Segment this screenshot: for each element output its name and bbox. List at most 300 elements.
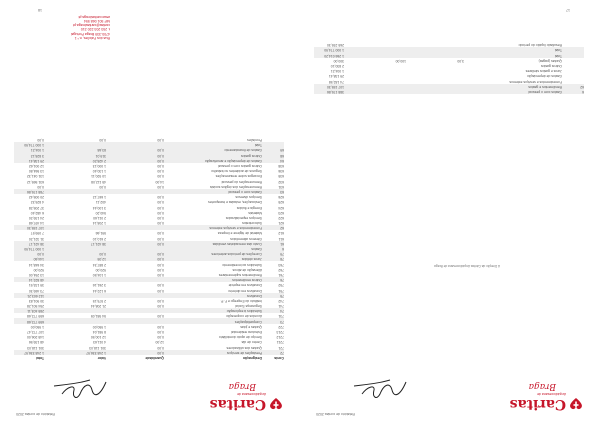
cell-total: 301 118,03 xyxy=(27,345,44,350)
cell-value: 83,68 xyxy=(97,148,106,153)
cell-label: Juros e gastos similares xyxy=(525,69,562,74)
address-line: 4700-339 Braga Portugal xyxy=(70,31,110,36)
cell-code: 75 xyxy=(280,293,284,298)
cell-total: 1 000 774,90 xyxy=(24,247,44,252)
cell-label: Rendimentos suplementares xyxy=(218,273,262,277)
cell-label: Centro de dia xyxy=(241,340,262,345)
table-row xyxy=(14,158,284,163)
address-line: caritas@caritasbraga.pt xyxy=(72,23,110,28)
cell-qty: 3,00 xyxy=(457,58,464,63)
cell-total: 1 266 014,20 xyxy=(324,53,344,58)
cell-total: 388 176,86 xyxy=(327,90,344,94)
cell-label: Instituto do Emprego e F. P. xyxy=(220,298,262,303)
table-row xyxy=(314,47,584,52)
cell-qty: 0,00 xyxy=(157,345,164,350)
table-row xyxy=(14,220,284,225)
table-row xyxy=(14,324,284,329)
cell-label: Quotas (pagas) xyxy=(538,58,562,63)
cell-total: 31 321,20 xyxy=(28,236,44,241)
table-row xyxy=(14,251,284,256)
col-code: Conta xyxy=(274,356,284,360)
cell-total: 48 822,14 xyxy=(28,278,44,283)
cell-label: Donativos em dinheiro xyxy=(228,288,262,293)
table-header-row xyxy=(14,355,284,360)
brand-city: Braga xyxy=(228,381,256,391)
cell-code: 69 xyxy=(280,148,284,153)
cell-label: Subcontratos xyxy=(242,221,262,226)
cell-total: 29 138,41 xyxy=(28,158,44,163)
cell-qty: 12,00 xyxy=(155,340,164,345)
table-row xyxy=(314,84,584,89)
cell-value: 540,20 xyxy=(95,210,106,215)
table-row xyxy=(14,225,284,230)
cell-total: 659 772,68 xyxy=(27,319,44,324)
cell-label: Gastos com o pessoal xyxy=(528,90,562,94)
signature xyxy=(50,376,110,404)
cell-label: Gastos de depreciação e amortização xyxy=(204,158,262,163)
page-number-right: 18 xyxy=(38,8,42,12)
cell-total: 1 000 774,90 xyxy=(324,48,344,53)
cell-qty: 0,00 xyxy=(157,324,164,329)
cell-total: 6 482,40 xyxy=(30,210,44,215)
cell-code: 761 xyxy=(278,273,284,277)
cell-value: 38 421,17 xyxy=(90,241,106,246)
cell-total: 300,00 xyxy=(333,58,344,63)
cell-total: 13 564,80 xyxy=(28,169,44,174)
cell-value: 3 100,44 xyxy=(92,205,106,210)
col-label: Designação xyxy=(242,356,262,360)
cell-qty: 0,00 xyxy=(157,200,164,205)
cell-value: 1 130,40 xyxy=(92,169,106,174)
cell-total: 34 648,14 xyxy=(28,262,44,267)
brand-name: Caritas xyxy=(509,396,566,412)
cell-total: 30 901,83 xyxy=(28,298,44,303)
cell-total: 20 005,42 xyxy=(28,195,44,200)
cell-qty: 0,00 xyxy=(157,164,164,169)
table-row xyxy=(14,194,284,199)
table-row xyxy=(314,53,584,58)
table-row xyxy=(14,261,284,266)
cell-qty: 0,00 xyxy=(157,153,164,158)
cell-total: 74 182,58 xyxy=(328,79,344,84)
table-row xyxy=(14,329,284,334)
cell-label: Quotas dos utilizadores xyxy=(226,345,262,350)
heart-cross-icon xyxy=(268,396,284,412)
cell-value: 100,00 xyxy=(395,58,406,63)
cell-value: 402,11 xyxy=(95,200,106,205)
cell-total: 38 421,17 xyxy=(28,241,44,246)
cell-label: Remunerações dos órgãos sociais xyxy=(209,184,262,189)
cell-label: Total xyxy=(554,53,562,58)
cell-qty: 0,00 xyxy=(157,148,164,153)
heart-cross-icon xyxy=(568,396,584,412)
cell-total: 131 041,32 xyxy=(27,174,44,179)
cell-label: Donativos em espécie xyxy=(228,283,262,288)
cell-total: 144,60 xyxy=(33,257,44,262)
cell-code: 635 xyxy=(278,174,284,179)
cell-value: 12 100,50 xyxy=(90,335,106,340)
cell-qty: 0,00 xyxy=(157,288,164,293)
cell-code: 624 xyxy=(278,205,284,210)
cell-label: Alienação de ativos xyxy=(232,267,262,272)
cell-code: 6 xyxy=(582,90,584,94)
cell-code: 741 xyxy=(278,304,284,309)
cell-label: Donativos xyxy=(246,293,262,298)
table-row xyxy=(14,344,284,349)
cell-value: 0,00 xyxy=(99,184,106,189)
cell-label: Materiais xyxy=(248,210,262,215)
cell-code: 763 xyxy=(278,262,284,267)
cell-qty: 0,00 xyxy=(157,241,164,246)
cell-total: 254 501,28 xyxy=(27,304,44,309)
cell-label: Custo das mercadorias vendidas xyxy=(212,241,262,246)
table-row xyxy=(314,42,584,47)
cell-value: 591,66 xyxy=(95,231,106,236)
cell-value: 2 011,60 xyxy=(93,215,106,220)
cell-label: Outros rendimentos xyxy=(232,278,262,283)
cell-total: 920,00 xyxy=(33,267,44,272)
cell-code: 68 xyxy=(280,153,284,158)
cell-total: 7 099,97 xyxy=(30,231,44,236)
col-value: Valor xyxy=(97,356,106,360)
cell-label: Rendimentos e gastos xyxy=(528,84,562,89)
table-row xyxy=(14,293,284,298)
cell-label: Serviço de apoio domiciliário xyxy=(218,335,262,340)
cell-total: 48 139,56 xyxy=(28,340,44,345)
table-row xyxy=(14,241,284,246)
table-row xyxy=(14,178,284,183)
cell-total: 29 138,41 xyxy=(328,74,344,79)
cell-code: 6 xyxy=(282,247,284,252)
cell-label: Fornecimentos e serviços externos xyxy=(209,226,262,231)
cell-qty: 0,00 xyxy=(157,267,164,272)
table-row xyxy=(314,78,584,83)
cell-code: 62 xyxy=(580,84,584,89)
cell-total: 1 248 336,97 xyxy=(24,350,44,355)
cell-value: 21 208,44 xyxy=(90,304,106,309)
cell-qty: 0,00 xyxy=(157,195,164,200)
cell-qty: 0,00 xyxy=(157,184,164,189)
cell-label: Fornecimentos e serviços externos xyxy=(509,79,562,84)
cell-total: 265 239,30 xyxy=(327,43,344,48)
cell-total: 4 825,32 xyxy=(30,200,44,205)
cell-label: Subsídios ao investimento xyxy=(222,262,262,267)
cell-label: Prestações de serviços xyxy=(226,350,262,355)
cell-code: 625 xyxy=(278,200,284,205)
cell-code: 74 xyxy=(280,309,284,314)
table-row xyxy=(14,303,284,308)
cell-label: Géneros alimentícios xyxy=(230,236,262,241)
cell-value: 301 118,03 xyxy=(89,345,106,350)
cell-code: 78 xyxy=(280,257,284,262)
table-row xyxy=(14,137,284,142)
cell-value: 2 887,34 xyxy=(92,262,106,267)
cell-code: 7211 xyxy=(276,340,284,345)
cell-qty: 0,00 xyxy=(157,236,164,241)
cell-value: 2 610,10 xyxy=(92,236,106,241)
cell-qty: 0,00 xyxy=(157,283,164,288)
cell-label: Estrutura residencial xyxy=(231,330,262,335)
table-row xyxy=(14,267,284,272)
cell-value: 1 248 336,97 xyxy=(86,350,106,355)
brand-subtitle: Arquidiocesana de xyxy=(537,392,566,396)
cell-label: Segurança Social xyxy=(235,304,262,309)
cell-label: Gastos de financiamento xyxy=(224,148,262,153)
address-line: NIF 501 068 994 xyxy=(83,18,110,23)
cell-value: 1 667,12 xyxy=(92,195,106,200)
cell-total: 659 772,68 xyxy=(27,314,44,319)
cell-label: Energia e fluidos xyxy=(236,205,262,210)
cell-total: 1 000 774,90 xyxy=(24,143,44,148)
col-qty: Quantidade xyxy=(145,356,164,360)
table-row xyxy=(14,189,284,194)
table-row xyxy=(14,339,284,344)
cell-code: 636 xyxy=(278,169,284,174)
cell-code: 7213 xyxy=(276,330,284,335)
cell-qty: 0,00 xyxy=(157,174,164,179)
left-summary-table xyxy=(314,42,584,94)
cell-label: Quotas e joias xyxy=(240,324,262,329)
cell-total: 37 205,28 xyxy=(28,205,44,210)
cell-label: Seguros de acidentes no trabalho xyxy=(211,169,262,174)
cell-label: Outros gastos xyxy=(540,64,562,69)
cell-code: 76 xyxy=(280,278,284,283)
cell-code: 622 xyxy=(278,215,284,220)
cell-qty: 0,00 xyxy=(157,330,164,335)
cell-code: 73 xyxy=(280,319,284,324)
cell-code: 62 xyxy=(280,226,284,231)
table-row xyxy=(14,163,284,168)
cell-qty: 0,00 xyxy=(157,169,164,174)
cell-label: Material de higiene e limpeza xyxy=(217,231,262,236)
cell-code: 621 xyxy=(278,221,284,226)
cell-qty: 0,00 xyxy=(157,158,164,163)
cell-label: Juros obtidos xyxy=(241,257,262,262)
cell-value: 8 981,04 xyxy=(92,330,106,335)
right-table-body xyxy=(14,137,284,355)
cell-code: 611 xyxy=(278,236,284,241)
table-row xyxy=(314,58,584,63)
cell-label: Provisões xyxy=(247,138,262,143)
cell-value: 4 011,63 xyxy=(93,340,106,345)
cell-code: 752 xyxy=(278,283,284,288)
cell-qty: 0,00 xyxy=(157,210,164,215)
cell-code: 631 xyxy=(278,184,284,189)
cell-qty: 0,00 xyxy=(157,304,164,309)
cell-value: 1 208,14 xyxy=(92,221,106,226)
cell-value: 54 981,05 xyxy=(90,314,106,319)
table-row xyxy=(14,313,284,318)
table-row xyxy=(14,142,284,147)
cell-label: Gastos com o pessoal xyxy=(228,190,262,194)
cell-qty: 0,00 xyxy=(157,252,164,257)
cell-total: 285 403,11 xyxy=(27,309,44,314)
cell-qty: 0,00 xyxy=(157,257,164,262)
table-row xyxy=(14,215,284,220)
cell-value: 1 000,13 xyxy=(92,164,106,169)
table-row xyxy=(14,256,284,261)
cell-total: 145 206,00 xyxy=(27,335,44,340)
cell-code: 632 xyxy=(278,179,284,184)
cell-code: 638 xyxy=(278,164,284,169)
table-row xyxy=(14,147,284,152)
table-row xyxy=(14,204,284,209)
cell-label: Total xyxy=(554,48,562,53)
cell-label: Gastos de depreciação xyxy=(527,74,562,79)
cell-total: 112 603,21 xyxy=(27,293,44,298)
table-row xyxy=(14,173,284,178)
cell-code: 64 xyxy=(280,158,284,163)
table-row xyxy=(314,89,584,94)
cell-label: Remunerações do pessoal xyxy=(221,179,262,184)
cell-total: 13 254,00 xyxy=(28,273,44,277)
cell-code: 612 xyxy=(278,231,284,236)
cell-value: 3 261,16 xyxy=(92,283,106,288)
cell-value: 920,00 xyxy=(95,267,106,272)
cell-label: Serviços diversos xyxy=(235,195,262,200)
cell-label: Subsídios à exploração xyxy=(226,309,262,314)
cell-label: Correções de períodos anteriores xyxy=(211,252,262,257)
cell-total: 788 176,86 xyxy=(27,190,44,194)
cell-code: 623 xyxy=(278,210,284,215)
col-total: Total xyxy=(36,356,44,360)
cell-label: Serviços especializados xyxy=(225,215,262,220)
caritas-logo xyxy=(209,372,284,412)
table-row xyxy=(14,277,284,282)
table-row xyxy=(14,308,284,313)
cell-label: Gastos xyxy=(251,247,262,252)
brand-name: Caritas xyxy=(209,396,266,412)
table-row xyxy=(14,287,284,292)
signature xyxy=(350,376,410,404)
table-row xyxy=(14,210,284,215)
cell-qty: 0,00 xyxy=(157,262,164,267)
cell-total: 14 497,68 xyxy=(28,221,44,226)
table-row xyxy=(314,68,584,73)
cell-total: 1 004,21 xyxy=(30,148,44,153)
address-line: www.caritasbraga.pt xyxy=(78,14,110,19)
cell-code: 742 xyxy=(278,298,284,303)
page-left xyxy=(299,0,600,424)
page-number-left: 17 xyxy=(566,8,570,12)
cell-value: 12,05 xyxy=(97,257,106,262)
cell-code: 79 xyxy=(280,252,284,257)
cell-label: Total xyxy=(254,143,262,148)
cell-total: 1 004,21 xyxy=(330,69,344,74)
cell-qty: 0,00 xyxy=(157,221,164,226)
cell-total: 24 139,20 xyxy=(28,215,44,220)
cell-total: 73 469,30 xyxy=(28,288,44,293)
cell-total: 0,00 xyxy=(37,138,44,143)
cell-code: 731 xyxy=(278,314,284,319)
cell-code: 722 xyxy=(278,324,284,329)
table-row xyxy=(14,350,284,355)
table-row xyxy=(14,184,284,189)
right-accounts-table xyxy=(14,137,284,360)
brand-city: Braga xyxy=(528,381,556,391)
cell-qty: 0,00 xyxy=(157,298,164,303)
table-row xyxy=(14,319,284,324)
cell-code: 721 xyxy=(278,345,284,350)
table-row xyxy=(14,153,284,158)
brand-subtitle: Arquidiocesana de xyxy=(237,392,266,396)
cell-value: 6 122,44 xyxy=(92,288,106,293)
table-row xyxy=(14,272,284,277)
cell-total: 2 830,10 xyxy=(330,64,344,69)
cell-value: 2 575,15 xyxy=(92,298,106,303)
cell-code: 7212 xyxy=(276,335,284,340)
cell-total: 107 155,30 xyxy=(327,84,344,89)
caritas-logo xyxy=(509,372,584,412)
cell-code: 61 xyxy=(280,241,284,246)
cell-value: 0,00 xyxy=(99,252,106,257)
cell-code: 762 xyxy=(278,267,284,272)
cell-qty: 0,00 xyxy=(157,273,164,277)
cell-code: 72 xyxy=(280,350,284,355)
cell-total: 39 133,91 xyxy=(28,283,44,288)
cell-code: 63 xyxy=(280,190,284,194)
cell-qty: 0,00 xyxy=(157,231,164,236)
address-block xyxy=(71,14,110,40)
cell-label: Acordos de cooperação xyxy=(226,314,262,319)
cell-total: 3 828,12 xyxy=(30,153,44,158)
report-title: Relatório de contas 2020 xyxy=(316,412,355,416)
cell-total: 0,00 xyxy=(37,184,44,189)
cell-label: Outros gastos xyxy=(240,153,262,158)
cell-value: 319,01 xyxy=(95,153,106,158)
cell-label: Resultado líquido do período xyxy=(518,43,562,48)
cell-code: 751 xyxy=(278,288,284,293)
cell-total: 0,00 xyxy=(37,252,44,257)
table-row xyxy=(14,246,284,251)
table-row xyxy=(14,298,284,303)
cell-qty: 0,00 xyxy=(157,350,164,355)
cell-label: Encargos sobre remunerações xyxy=(215,174,262,179)
cell-qty: 0,00 xyxy=(157,138,164,143)
cell-value: 1 950,00 xyxy=(92,324,106,329)
address-line: t. 253 203 220 210 xyxy=(80,27,110,32)
cell-label: Comparticipações xyxy=(234,319,262,324)
cell-label: Deslocações, estadas e transportes xyxy=(208,200,262,205)
table-row xyxy=(14,230,284,235)
table-row xyxy=(14,199,284,204)
cell-total: 107 772,47 xyxy=(27,330,44,335)
table-row xyxy=(14,168,284,173)
cell-total: 12 001,62 xyxy=(28,164,44,169)
cell-total: 631 569,12 xyxy=(27,179,44,184)
cell-value: 1 104,50 xyxy=(92,273,106,277)
cell-code: 626 xyxy=(278,195,284,200)
address-line: Rua dos Falcões, n.º 1 xyxy=(74,36,110,40)
report-title: Relatório de contas 2020 xyxy=(16,412,55,416)
cell-value: 10 920,11 xyxy=(91,174,106,179)
cell-qty: 0,00 xyxy=(157,215,164,220)
cell-value: 45 112,08 xyxy=(91,179,106,184)
cell-total: 107 155,30 xyxy=(27,226,44,231)
table-row xyxy=(314,73,584,78)
table-row xyxy=(14,282,284,287)
cell-qty: 0,00 xyxy=(157,335,164,340)
cell-qty: 0,00 xyxy=(157,314,164,319)
cell-value: 0,00 xyxy=(99,138,106,143)
table-row xyxy=(314,63,584,68)
cell-value: 2 428,20 xyxy=(92,158,106,163)
left-note: A Direção da Cáritas Arquidiocesana de Braga xyxy=(434,264,500,268)
table-row xyxy=(14,236,284,241)
cell-qty: 0,00 xyxy=(157,205,164,210)
table-row xyxy=(14,334,284,339)
cell-qty: 14,00 xyxy=(155,179,164,184)
